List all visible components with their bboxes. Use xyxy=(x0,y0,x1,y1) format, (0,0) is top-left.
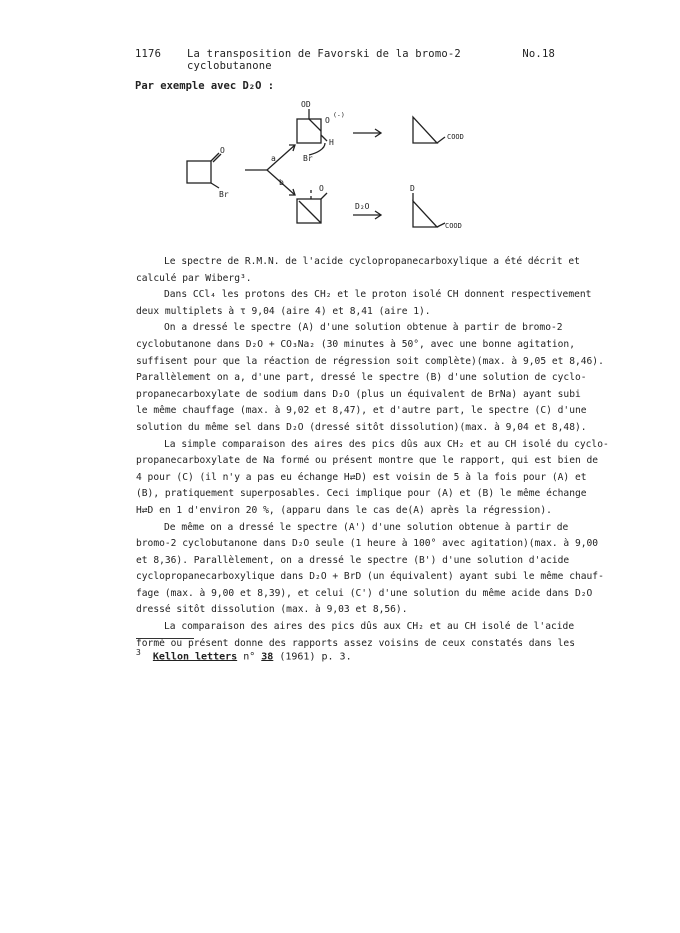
footnote-rule xyxy=(136,638,194,639)
footnote xyxy=(136,648,352,662)
cyclobutanone-ring xyxy=(187,161,211,183)
text-line: propanecarboxylate de Na formé ou présent montre que le rapport, qui est bien de xyxy=(136,455,599,467)
text-line: cyclobutanone dans D₂O + CO₃Na₂ (30 minutes à 50°, avec une bonne agitation, xyxy=(136,338,575,350)
reaction-scheme xyxy=(175,95,495,235)
text-line: De même on a dressé le spectre (A') d'une solution obtenue à partir de xyxy=(164,521,569,533)
label-br-left: Br xyxy=(219,190,229,199)
text-line: solution du même sel dans D₂O (dressé sitôt dissolution)(max. à 9,04 et 8,48). xyxy=(136,421,587,433)
bottom-cyclopropane xyxy=(413,201,437,227)
text-line: suffisent pour que la réaction de régression soit complète)(max. à 9,05 et 8,46). xyxy=(136,355,604,367)
text-line: deux multiplets à τ 9,04 (aire 4) et 8,41 (aire 1). xyxy=(136,305,431,317)
label-o-minus: O xyxy=(325,116,330,125)
label-o-bottom: O xyxy=(319,184,324,193)
label-o-left: O xyxy=(220,146,225,155)
text-line: dressé sitôt dissolution (max. à 9,03 et 8,56). xyxy=(136,604,408,616)
label-charge: (-) xyxy=(333,111,345,119)
text-line: Dans CCl₄ les protons des CH₂ et le proton isolé CH donnent respectivement xyxy=(164,289,592,301)
label-path-a: a xyxy=(271,154,276,163)
text-line: H⇄D en 1 d'environ 20 %, (apparu dans le cas de(A) après la régression). xyxy=(136,504,552,516)
footnote-number-prefix: n° xyxy=(243,651,256,663)
top-intermediate-ring xyxy=(297,119,321,143)
footnote-rest: (1961) p. 3. xyxy=(279,651,352,663)
text-line: calculé par Wiberg³. xyxy=(136,272,252,284)
footnote-mark: 3 xyxy=(136,648,141,657)
text-line: Le spectre de R.M.N. de l'acide cyclopropanecarboxylique a été décrit et xyxy=(164,256,580,267)
footnote-volume: 38 xyxy=(261,651,274,663)
label-cood-top: COOD xyxy=(447,133,464,141)
issue-number: No.18 xyxy=(522,48,555,60)
label-d: D xyxy=(410,184,415,193)
text-line: le même chauffage (max. à 9,02 et 8,47), et d'autre part, le spectre (C) d'une xyxy=(136,405,587,417)
text-line: On a dressé le spectre (A) d'une solution obtenue à partir de bromo-2 xyxy=(164,322,563,334)
label-d2o: D₂O xyxy=(355,202,370,211)
label-h: H xyxy=(329,138,334,147)
paragraph xyxy=(136,437,609,520)
running-title: La transposition de Favorski de la bromo-2 cyclobutanone xyxy=(187,48,461,72)
text-line: fage (max. à 9,00 et 8,39), et celui (C') d'une solution du même acide dans D₂O xyxy=(136,587,593,599)
paragraph xyxy=(136,254,604,437)
text-line: propanecarboxylate de sodium dans D₂O (plus un équivalent de BrNa) ayant subi xyxy=(136,388,581,400)
text-line: bromo-2 cyclobutanone dans D₂O seule (1 heure à 100° avec agitation)(max. à 9,00 xyxy=(136,538,599,550)
footnote-journal: Kellon letters xyxy=(152,651,238,663)
text-line: La comparaison des aires des pics dûs aux CH₂ et au CH isolé de l'acide xyxy=(164,621,575,633)
top-cyclopropane xyxy=(413,117,437,143)
running-header xyxy=(135,48,555,72)
text-line: 4 pour (C) (il n'y a pas eu échange H⇄D) est voisin de 5 à la fois pour (A) et xyxy=(136,471,587,483)
label-cood-bottom: COOD xyxy=(445,222,462,230)
intro-line: Par exemple avec D₂O : xyxy=(135,80,275,92)
text-line: et 8,36). Parallèlement, on a dressé le spectre (B') d'une solution d'acide xyxy=(136,554,570,566)
text-line: formé ou présent donne des rapports assez voisins de ceux constatés dans les xyxy=(136,637,575,649)
label-od: OD xyxy=(301,100,311,109)
label-path-b: b xyxy=(279,178,284,187)
paragraph xyxy=(136,520,604,620)
page-number: 1176 xyxy=(135,48,162,60)
body-text xyxy=(136,254,609,652)
text-line: cyclopropanecarboxylique dans D₂O + BrD (un équivalent) ayant subi le même chauf- xyxy=(136,571,604,583)
text-line: Parallèlement on a, d'une part, dressé le spectre (B) d'une solution de cyclo- xyxy=(136,372,587,384)
text-line: La simple comparaison des aires des pics dûs aux CH₂ et au CH isolé du cyclo- xyxy=(164,438,609,450)
text-line: (B), pratiquement superposables. Ceci implique pour (A) et (B) le même échange xyxy=(136,488,587,500)
c-br-bond xyxy=(211,183,219,188)
label-br-top: Br xyxy=(303,154,313,163)
